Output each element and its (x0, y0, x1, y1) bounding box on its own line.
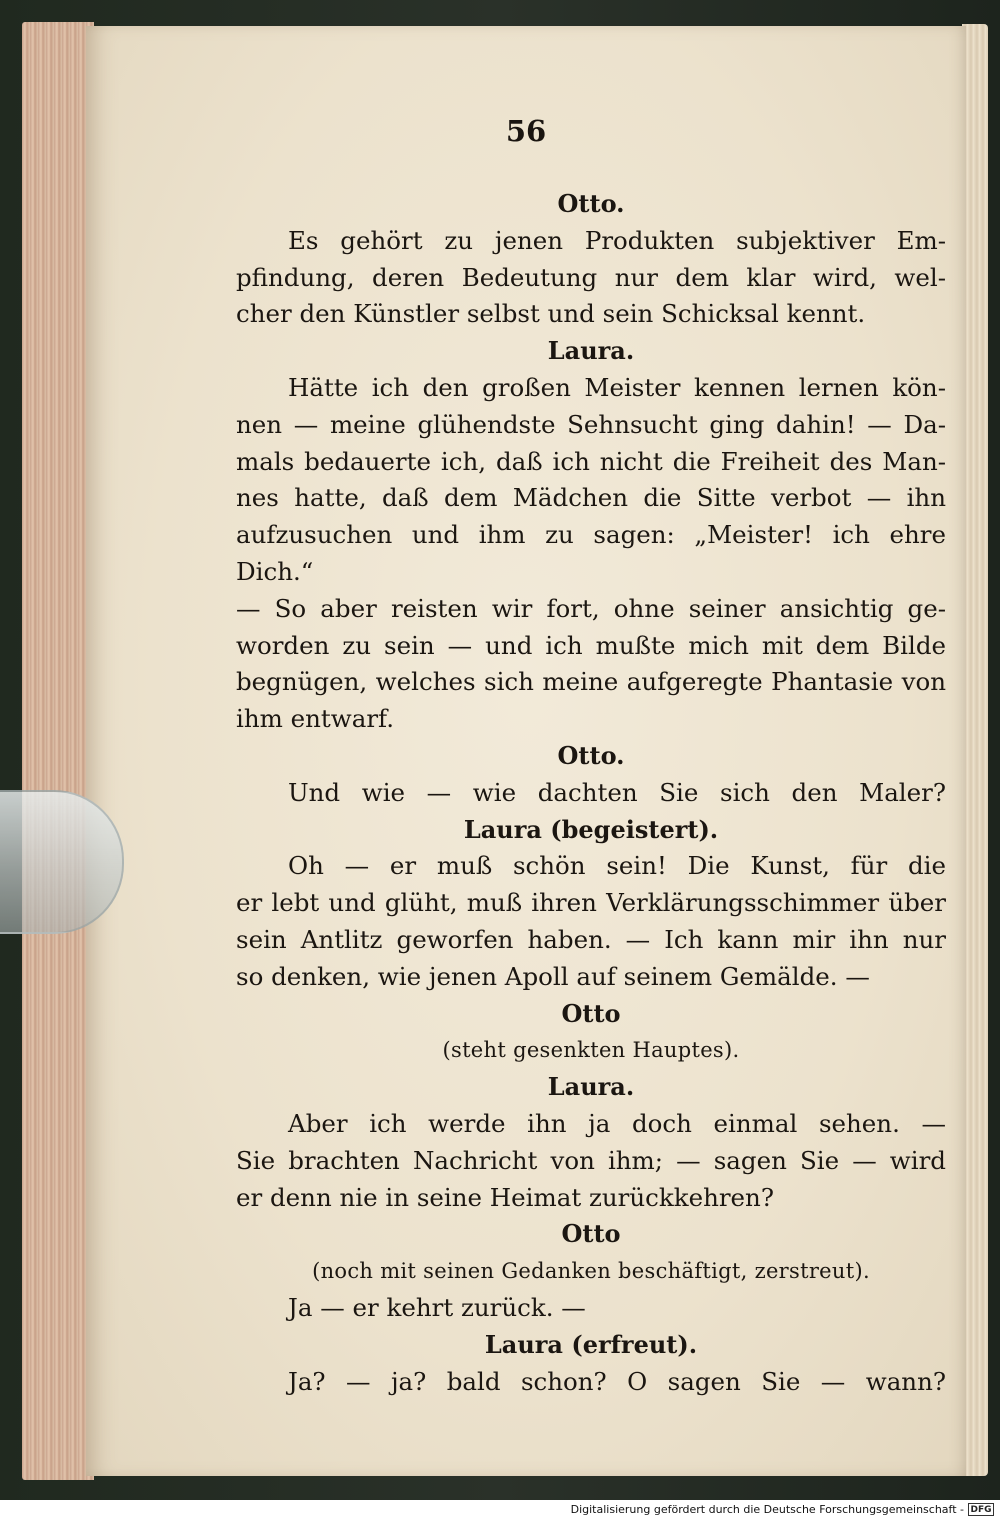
speaker-heading: Otto. (557, 740, 625, 770)
text-line: sein Antlitz geworfen haben. — Ich kann mir ihn nur (236, 924, 946, 954)
speaker-heading: Otto (561, 998, 621, 1028)
footer-bar (0, 1500, 1000, 1520)
text-line: pfindung, deren Bedeutung nur dem klar wird, wel- (236, 262, 946, 292)
book-page-edges-left (22, 22, 94, 1480)
stage-direction: (noch mit seinen Gedanken beschäftigt, zerstreut). (312, 1259, 870, 1284)
text-line: nes hatte, daß dem Mädchen die Sitte verbot — ihn (236, 483, 946, 513)
speaker-heading: Laura (begeistert). (463, 814, 719, 844)
text-line: Hätte ich den großen Meister kennen lernen kön- (288, 372, 946, 402)
text-line: Ja? — ja? bald schon? O sagen Sie — wann? (288, 1366, 946, 1396)
text-line: Aber ich werde ihn ja doch einmal sehen. — (288, 1108, 946, 1138)
text-line: aufzusuchen und ihm zu sagen: „Meister! ich ehre Dich.“ (236, 520, 946, 586)
text-line: — So aber reisten wir fort, ohne seiner ansichtig ge- (236, 593, 946, 623)
text-line: Oh — er muß schön sein! Die Kunst, für die (288, 851, 946, 881)
text-line: nen — meine glühendste Sehnsucht ging dahin! — Da- (236, 409, 946, 439)
funding-credit: Digitalisierung gefördert durch die Deutsche Forschungsgemeinschaft - (570, 1503, 964, 1516)
speaker-heading: Laura (erfreut). (484, 1329, 698, 1359)
text-line: worden zu sein — und ich mußte mich mit dem Bilde (236, 630, 946, 660)
text-line: begnügen, welches sich meine aufgeregte Phantasie von (236, 667, 946, 697)
page-text-block (236, 186, 946, 1400)
text-line: cher den Künstler selbst und sein Schicksal kennt. (236, 299, 866, 329)
text-line: Es gehört zu jenen Produkten subjektiver Em- (288, 225, 946, 255)
text-line: ihm entwarf. (236, 704, 395, 734)
text-line: er lebt und glüht, muß ihren Verklärungsschimmer über (236, 888, 946, 918)
speaker-heading: Laura. (547, 1072, 635, 1102)
speaker-heading: Otto (561, 1219, 621, 1249)
text-line: so denken, wie jenen Apoll auf seinem Gemälde. — (236, 961, 870, 991)
text-line: mals bedauerte ich, daß ich nicht die Freiheit des Man- (236, 446, 946, 476)
book-page (86, 26, 966, 1476)
text-line: Und wie — wie dachten Sie sich den Maler? (288, 777, 946, 807)
page-number: 56 (505, 114, 547, 148)
speaker-heading: Otto. (557, 189, 625, 218)
dfg-logo-icon: DFG (968, 1503, 994, 1516)
speaker-heading: Laura. (547, 336, 635, 366)
stage-direction: (steht gesenkten Hauptes). (442, 1038, 740, 1063)
text-line: Sie brachten Nachricht von ihm; — sagen Sie — wird (236, 1145, 946, 1175)
text-line: er denn nie in seine Heimat zurückkehren? (236, 1182, 774, 1212)
text-line: Ja — er kehrt zurück. — (288, 1292, 586, 1322)
